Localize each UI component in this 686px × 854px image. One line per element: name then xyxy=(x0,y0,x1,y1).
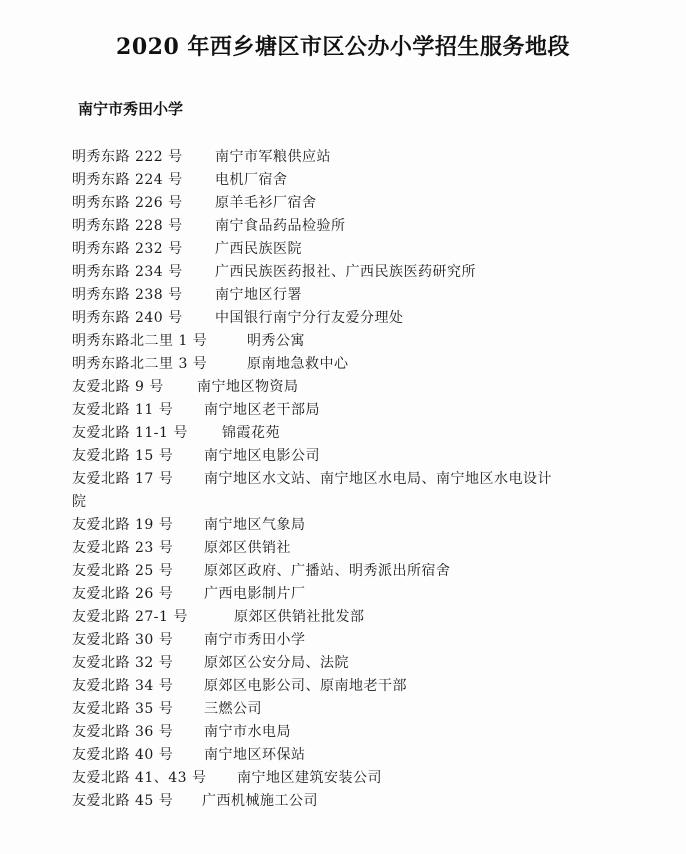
street-address: 友爱北路 23 号 xyxy=(72,540,174,556)
unit-names: 南宁地区水文站、南宁地区水电局、南宁地区水电设计 xyxy=(204,471,552,487)
unit-names: 锦霞花苑 xyxy=(222,425,280,441)
street-address: 友爱北路 11-1 号 xyxy=(72,425,188,441)
list-item xyxy=(72,606,652,629)
school-name: 南宁市秀田小学 xyxy=(78,100,184,118)
street-address: 友爱北路 30 号 xyxy=(72,632,174,648)
street-address: 友爱北路 11 号 xyxy=(72,402,174,418)
list-item xyxy=(72,422,652,445)
unit-names: 南宁地区行署 xyxy=(215,287,302,303)
unit-names: 南宁地区物资局 xyxy=(197,379,299,395)
street-address: 明秀东路北二里 1 号 xyxy=(72,333,208,349)
unit-names: 广西机械施工公司 xyxy=(202,793,318,809)
list-item xyxy=(72,353,652,376)
list-item xyxy=(72,790,652,813)
unit-names: 南宁地区建筑安装公司 xyxy=(237,770,382,786)
street-address: 友爱北路 17 号 xyxy=(72,471,174,487)
list-item xyxy=(72,652,652,675)
list-item xyxy=(72,468,652,514)
list-item xyxy=(72,238,652,261)
street-address: 友爱北路 19 号 xyxy=(72,517,174,533)
list-item xyxy=(72,192,652,215)
list-item xyxy=(72,698,652,721)
unit-names: 三燃公司 xyxy=(204,701,262,717)
street-address: 明秀东路北二里 3 号 xyxy=(72,356,208,372)
street-address: 友爱北路 36 号 xyxy=(72,724,174,740)
unit-names: 原羊毛衫厂宿舍 xyxy=(215,195,317,211)
unit-names: 广西电影制片厂 xyxy=(204,586,306,602)
street-address: 友爱北路 41、43 号 xyxy=(72,770,207,786)
unit-names: 明秀公寓 xyxy=(247,333,305,349)
list-item xyxy=(72,215,652,238)
unit-names: 原郊区政府、广播站、明秀派出所宿舍 xyxy=(204,563,451,579)
street-address: 明秀东路 234 号 xyxy=(72,264,183,280)
unit-names: 南宁地区环保站 xyxy=(204,747,306,763)
unit-names: 广西民族医院 xyxy=(215,241,302,257)
unit-names: 电机厂宿舍 xyxy=(215,172,288,188)
unit-names-continued: 院 xyxy=(72,494,87,510)
unit-names: 南宁地区电影公司 xyxy=(204,448,320,464)
list-item xyxy=(72,261,652,284)
unit-names: 中国银行南宁分行友爱分理处 xyxy=(215,310,404,326)
list-item xyxy=(72,399,652,422)
street-address: 明秀东路 228 号 xyxy=(72,218,183,234)
list-item xyxy=(72,537,652,560)
unit-names: 南宁食品药品检验所 xyxy=(215,218,346,234)
street-address: 明秀东路 238 号 xyxy=(72,287,183,303)
list-item xyxy=(72,675,652,698)
street-address: 友爱北路 34 号 xyxy=(72,678,174,694)
street-address: 明秀东路 222 号 xyxy=(72,149,183,165)
document-title: 2020 年西乡塘区市区公办小学招生服务地段 xyxy=(116,34,570,60)
list-item xyxy=(72,169,652,192)
list-item xyxy=(72,330,652,353)
street-address: 友爱北路 32 号 xyxy=(72,655,174,671)
unit-names: 原郊区公安分局、法院 xyxy=(204,655,349,671)
street-address: 友爱北路 45 号 xyxy=(72,793,174,809)
street-address: 友爱北路 40 号 xyxy=(72,747,174,763)
list-item xyxy=(72,284,652,307)
unit-names: 南宁市水电局 xyxy=(204,724,291,740)
street-address: 友爱北路 35 号 xyxy=(72,701,174,717)
list-item xyxy=(72,721,652,744)
street-address: 明秀东路 226 号 xyxy=(72,195,183,211)
street-address: 明秀东路 240 号 xyxy=(72,310,183,326)
street-address: 友爱北路 25 号 xyxy=(72,563,174,579)
service-area-list xyxy=(72,146,652,813)
list-item xyxy=(72,514,652,537)
list-item xyxy=(72,376,652,399)
unit-names: 南宁地区气象局 xyxy=(204,517,306,533)
list-item xyxy=(72,744,652,767)
unit-names: 南宁市军粮供应站 xyxy=(215,149,331,165)
unit-names: 原郊区电影公司、原南地老干部 xyxy=(204,678,407,694)
list-item xyxy=(72,445,652,468)
unit-names: 广西民族医药报社、广西民族医药研究所 xyxy=(215,264,476,280)
list-item xyxy=(72,307,652,330)
list-item xyxy=(72,583,652,606)
list-item xyxy=(72,629,652,652)
list-item xyxy=(72,146,652,169)
street-address: 明秀东路 224 号 xyxy=(72,172,183,188)
list-item xyxy=(72,560,652,583)
unit-names: 南宁市秀田小学 xyxy=(204,632,306,648)
street-address: 友爱北路 9 号 xyxy=(72,379,164,395)
list-item xyxy=(72,767,652,790)
street-address: 友爱北路 27-1 号 xyxy=(72,609,188,625)
unit-names: 南宁地区老干部局 xyxy=(204,402,320,418)
unit-names: 原郊区供销社批发部 xyxy=(234,609,365,625)
street-address: 友爱北路 26 号 xyxy=(72,586,174,602)
unit-names: 原郊区供销社 xyxy=(204,540,291,556)
street-address: 友爱北路 15 号 xyxy=(72,448,174,464)
street-address: 明秀东路 232 号 xyxy=(72,241,183,257)
unit-names: 原南地急救中心 xyxy=(247,356,349,372)
